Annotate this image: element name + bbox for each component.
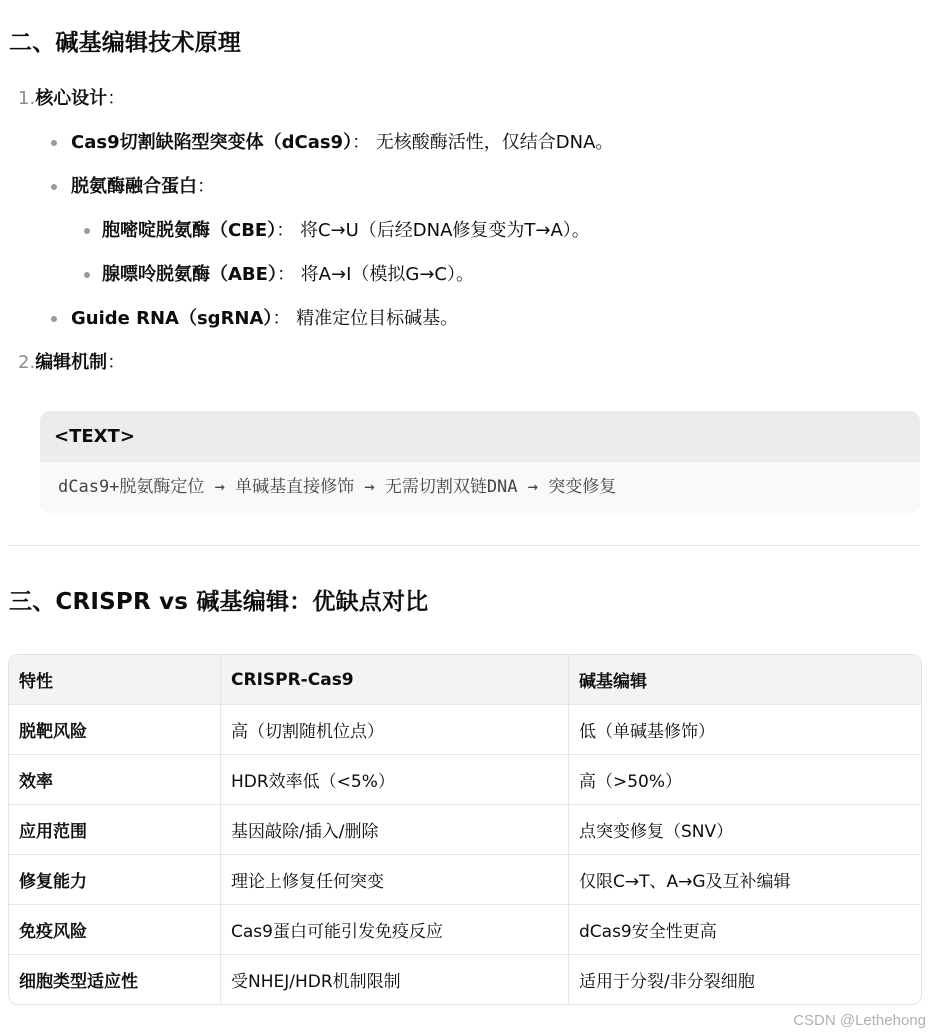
table-cell: 免疫风险	[9, 905, 221, 955]
bullet-dot	[51, 184, 57, 190]
section-3-title: 三、CRISPR vs 碱基编辑：优缺点对比	[9, 589, 429, 615]
table-cell: dCas9安全性更高	[569, 905, 922, 955]
list-number: 1.	[18, 88, 36, 109]
watermark: CSDN @Lethehong	[793, 1012, 926, 1029]
column-header: CRISPR-Cas9	[221, 655, 569, 705]
list-item-label: 编辑机制	[35, 352, 108, 373]
term: Guide RNA（sgRNA）	[71, 308, 273, 329]
list-item-deaminase	[71, 174, 215, 200]
code-block	[40, 411, 920, 513]
section-divider	[9, 545, 920, 546]
table-row	[9, 905, 921, 955]
table-cell: 高（切割随机位点）	[221, 705, 569, 755]
table-row	[9, 805, 921, 855]
bullet-dot	[51, 316, 57, 322]
table-cell: 适用于分裂/非分裂细胞	[579, 972, 755, 992]
table-row	[9, 855, 921, 905]
list-item-cbe	[102, 218, 590, 244]
table-cell: 细胞类型适应性	[9, 955, 221, 1005]
description: ： 将C→U（后经DNA修复变为T→A）。	[276, 220, 590, 241]
list-number: 2.	[18, 352, 36, 373]
comparison-table	[8, 654, 922, 1005]
table-cell: 基因敲除/插入/删除	[221, 805, 569, 855]
table-cell: 仅限C→T、A→G及互补编辑	[569, 855, 922, 905]
table-cell: 高（>50%）	[569, 755, 922, 805]
list-item-sgrna	[71, 306, 458, 332]
table-cell: 点突变修复（SNV）	[569, 805, 922, 855]
column-header: 碱基编辑	[569, 655, 922, 705]
table-cell: HDR效率低（<5%）	[221, 755, 569, 805]
table-row	[9, 755, 921, 805]
bullet-dot	[51, 140, 57, 146]
list-item-colon: ：	[107, 88, 126, 109]
column-header: 特性	[9, 655, 221, 705]
list-item-core-design	[18, 86, 125, 112]
table-cell: 受NHEJ/HDR机制限制	[221, 955, 569, 1005]
description: ： 将A→I（模拟G→C）。	[276, 264, 474, 285]
list-item-label: 核心设计	[35, 88, 108, 109]
bullet-dot	[84, 272, 90, 278]
list-item-mechanism	[18, 350, 125, 376]
description: ： 无核酸酶活性，仅结合DNA。	[352, 132, 614, 153]
table-cell: 修复能力	[9, 855, 221, 905]
term: 腺嘌呤脱氨酶（ABE）	[102, 264, 277, 285]
list-item-abe	[102, 262, 474, 288]
term: Cas9切割缺陷型突变体（dCas9）	[71, 132, 353, 153]
table-cell: 理论上修复任何突变	[221, 855, 569, 905]
section-2-title: 二、碱基编辑技术原理	[9, 30, 241, 56]
description: ： 精准定位目标碱基。	[272, 308, 459, 329]
bullet-dot	[84, 228, 90, 234]
list-item-dcas9	[71, 130, 613, 156]
table-cell: 低（单碱基修饰）	[569, 705, 922, 755]
list-item-colon: ：	[107, 352, 126, 373]
term: 脱氨酶融合蛋白	[71, 176, 197, 197]
code-block-header: <TEXT>	[40, 411, 920, 462]
table-row	[9, 955, 921, 1005]
description: ：	[197, 176, 215, 197]
code-block-content[interactable]: dCas9+脱氨酶定位 → 单碱基直接修饰 → 无需切割双链DNA → 突变修复	[58, 477, 617, 497]
table-cell: Cas9蛋白可能引发免疫反应	[221, 905, 569, 955]
table-cell: 效率	[9, 755, 221, 805]
table-cell: 脱靶风险	[9, 705, 221, 755]
table-row	[9, 705, 921, 755]
table-cell: 应用范围	[9, 805, 221, 855]
term: 胞嘧啶脱氨酶（CBE）	[102, 220, 277, 241]
table-header-row	[9, 655, 921, 705]
